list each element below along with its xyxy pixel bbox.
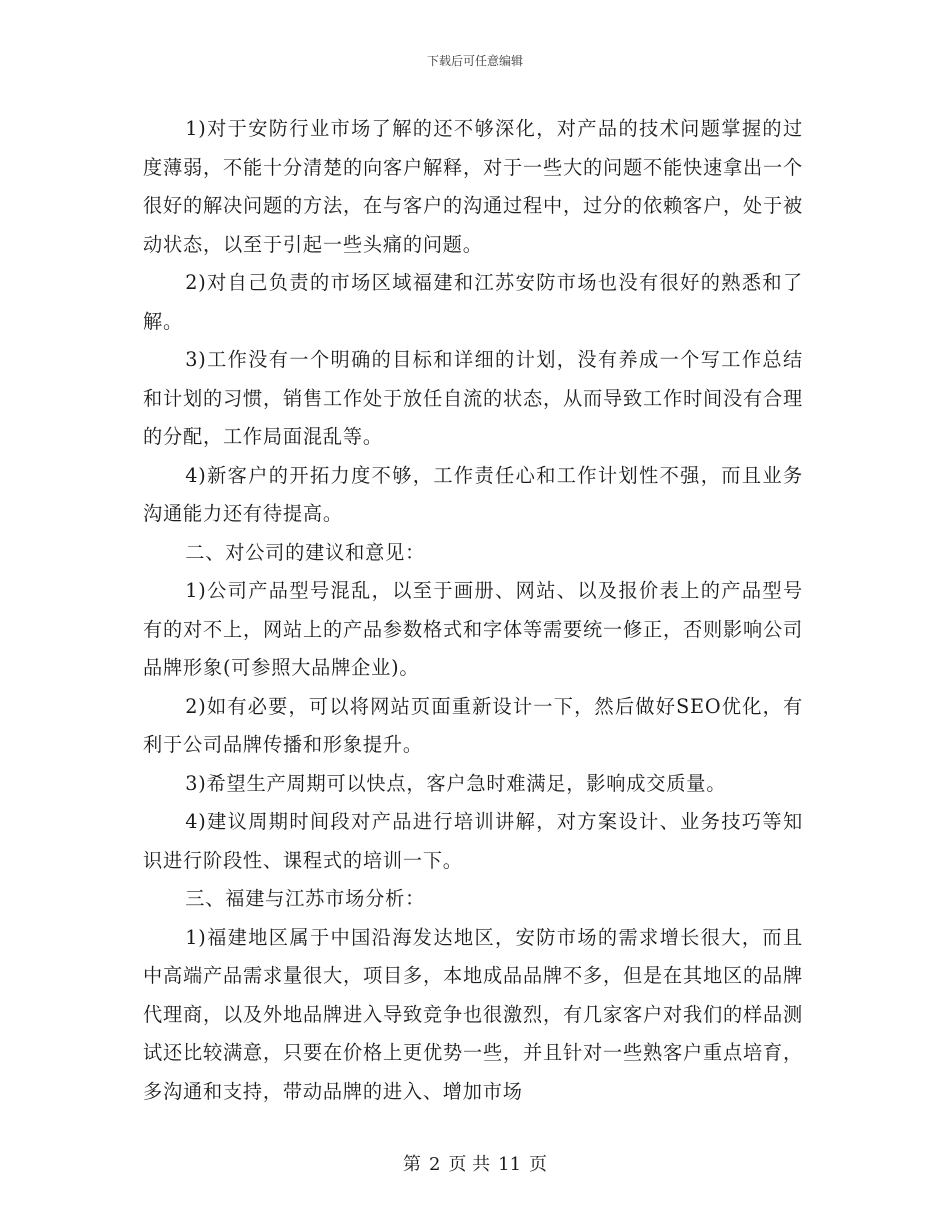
paragraph-3: 3)工作没有一个明确的目标和详细的计划，没有养成一个写工作总结和计划的习惯，销售工作处于放任自流的状态，从而导致工作时间没有合理的分配，工作局面混乱等。	[143, 348, 803, 448]
paragraph-8: 4)建议周期时间段对产品进行培训讲解，对方案设计、业务技巧等知识进行阶段性、课程式的培训一下。	[143, 810, 803, 872]
footer-suffix: 页	[529, 1154, 548, 1175]
paragraph-1: 1)对于安防行业市场了解的还不够深化，对产品的技术问题掌握的过度薄弱，不能十分清楚的向客户解释，对于一些大的问题不能快速拿出一个很好的解决问题的方法，在与客户的沟通过程中，过分的依赖客户，处于被动状态，以至于引起一些头痛的问题。	[143, 117, 803, 256]
paragraph-5: 1)公司产品型号混乱，以至于画册、网站、以及报价表上的产品型号有的对不上，网站上的产品参数格式和字体等需要统一修正，否则影响公司品牌形象(可参照大品牌企业)。	[143, 579, 803, 679]
paragraph-6: 2)如有必要，可以将网站页面重新设计一下，然后做好SEO优化，有利于公司品牌传播和形象提升。	[143, 694, 803, 756]
footer-total-pages: 11	[498, 1154, 522, 1175]
paragraph-4: 4)新客户的开拓力度不够，工作责任心和工作计划性不强，而且业务沟通能力还有待提高。	[143, 463, 803, 525]
paragraph-2: 2)对自己负责的市场区域福建和江苏安防市场也没有很好的熟悉和了解。	[143, 271, 803, 333]
paragraph-7: 3)希望生产周期可以快点，客户急时难满足，影响成交质量。	[185, 771, 727, 795]
page-footer	[0, 1154, 950, 1176]
footer-prefix: 第	[402, 1154, 421, 1175]
section-heading-2: 二、对公司的建议和意见：	[185, 540, 426, 564]
paragraph-9: 1)福建地区属于中国沿海发达地区，安防市场的需求增长很大，而且中高端产品需求量很大，项目多，本地成品品牌不多，但是在其地区的品牌代理商，以及外地品牌进入导致竞争也很激烈，有几家客户对我们的样品测试还比较满意，只要在价格上更优势一些，并且针对一些熟客户重点培育，多沟通和支持，带动品牌的进入、增加市场	[143, 925, 803, 1103]
page-header: 下载后可任意编辑	[426, 54, 523, 68]
document-body	[143, 110, 803, 1111]
section-heading-3: 三、福建与江苏市场分析：	[185, 887, 426, 910]
footer-middle: 页 共	[448, 1154, 491, 1175]
footer-page-number: 2	[428, 1154, 441, 1175]
